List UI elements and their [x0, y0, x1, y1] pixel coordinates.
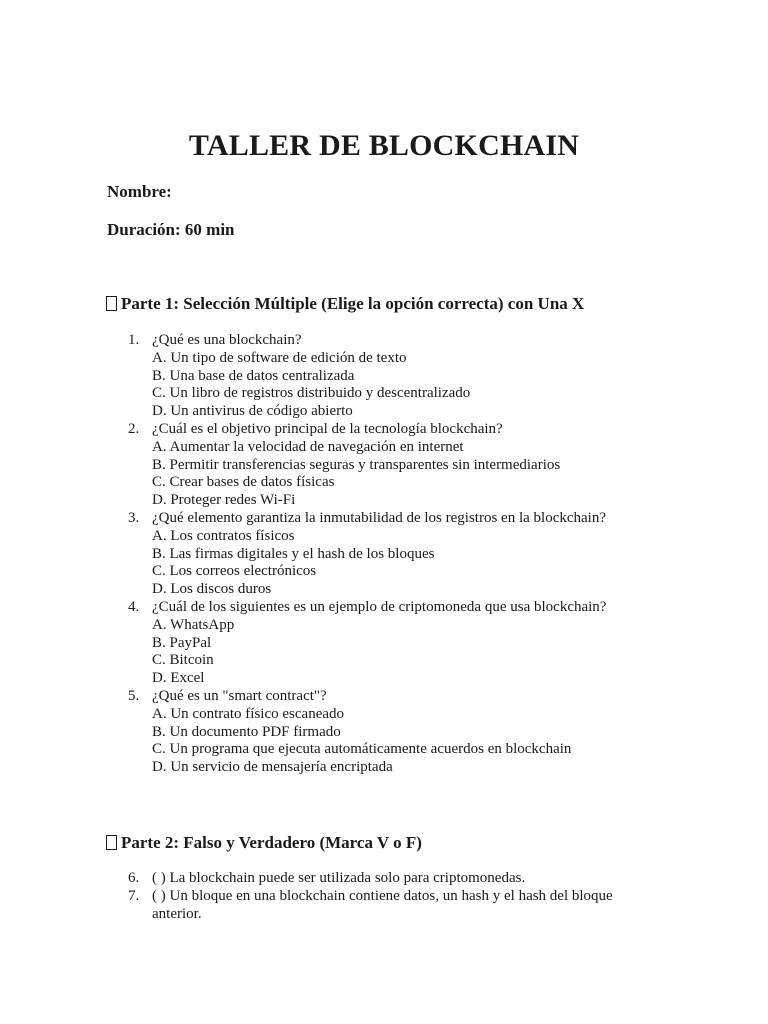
answer-option: C. Crear bases de datos físicas	[152, 474, 335, 491]
answer-option: D. Un servicio de mensajería encriptada	[152, 759, 393, 776]
statement-text: ( ) La blockchain puede ser utilizada solo para criptomonedas.	[152, 870, 526, 886]
answer-option: B. Una base de datos centralizada	[152, 367, 355, 384]
part1-heading	[106, 293, 584, 315]
part2-statement-list	[0, 870, 768, 923]
answer-option: B. Las firmas digitales y el hash de los bloques	[152, 545, 435, 562]
answer-option: A. WhatsApp	[152, 616, 235, 633]
checkbox-icon	[106, 835, 117, 850]
answer-option: B. Un documento PDF firmado	[152, 723, 341, 740]
page-title: TALLER DE BLOCKCHAIN	[188, 129, 580, 162]
question-text: ¿Cuál es el objetivo principal de la tecnología blockchain?	[152, 420, 503, 437]
statement-item	[0, 870, 622, 888]
question-number: 1.	[128, 332, 140, 348]
answer-option: B. Permitir transferencias seguras y transparentes sin intermediarios	[152, 456, 561, 473]
question-text: ¿Qué es un "smart contract"?	[152, 687, 327, 704]
question-item	[0, 688, 622, 777]
question-number: 3.	[128, 509, 140, 526]
question-item	[0, 332, 622, 421]
answer-option: D. Un antivirus de código abierto	[152, 403, 353, 420]
answer-option: A. Un contrato físico escaneado	[152, 705, 345, 722]
statement-number: 7.	[128, 887, 140, 904]
answer-option: C. Un programa que ejecuta automáticamente acuerdos en blockchain	[152, 741, 572, 758]
question-item	[0, 510, 622, 599]
part1-question-list	[0, 332, 768, 777]
name-field-label: Nombre:	[107, 182, 172, 201]
statement-item	[0, 888, 622, 924]
part2-heading	[106, 832, 422, 854]
question-text: ¿Cuál de los siguientes es un ejemplo de criptomoneda que usa blockchain?	[152, 598, 607, 615]
question-text: ¿Qué es una blockchain?	[152, 332, 302, 348]
question-item	[0, 599, 622, 688]
duration-label: Duración: 60 min	[107, 220, 235, 239]
statement-text: ( ) Un bloque en una blockchain contiene datos, un hash y el hash del bloque anterior.	[152, 887, 613, 922]
part1-heading-text: Parte 1: Selección Múltiple (Elige la opción correcta) con Una X	[121, 294, 585, 313]
answer-option: B. PayPal	[152, 634, 212, 651]
answer-option: A. Un tipo de software de edición de texto	[152, 349, 407, 366]
answer-option: C. Los correos electrónicos	[152, 563, 317, 580]
part2-heading-text: Parte 2: Falso y Verdadero (Marca V o F)	[121, 833, 422, 852]
answer-option: C. Un libro de registros distribuido y descentralizado	[152, 385, 471, 402]
answer-option: D. Excel	[152, 670, 205, 687]
statement-number: 6.	[128, 870, 140, 886]
checkbox-icon	[106, 296, 117, 311]
answer-option: D. Proteger redes Wi-Fi	[152, 492, 296, 509]
answer-option: D. Los discos duros	[152, 581, 272, 598]
question-number: 2.	[128, 420, 140, 437]
question-number: 4.	[128, 598, 140, 615]
question-text: ¿Qué elemento garantiza la inmutabilidad de los registros en la blockchain?	[152, 509, 606, 526]
question-number: 5.	[128, 687, 140, 704]
question-item	[0, 421, 622, 510]
answer-option: A. Los contratos físicos	[152, 527, 295, 544]
answer-option: C. Bitcoin	[152, 652, 214, 669]
answer-option: A. Aumentar la velocidad de navegación en internet	[152, 438, 464, 455]
